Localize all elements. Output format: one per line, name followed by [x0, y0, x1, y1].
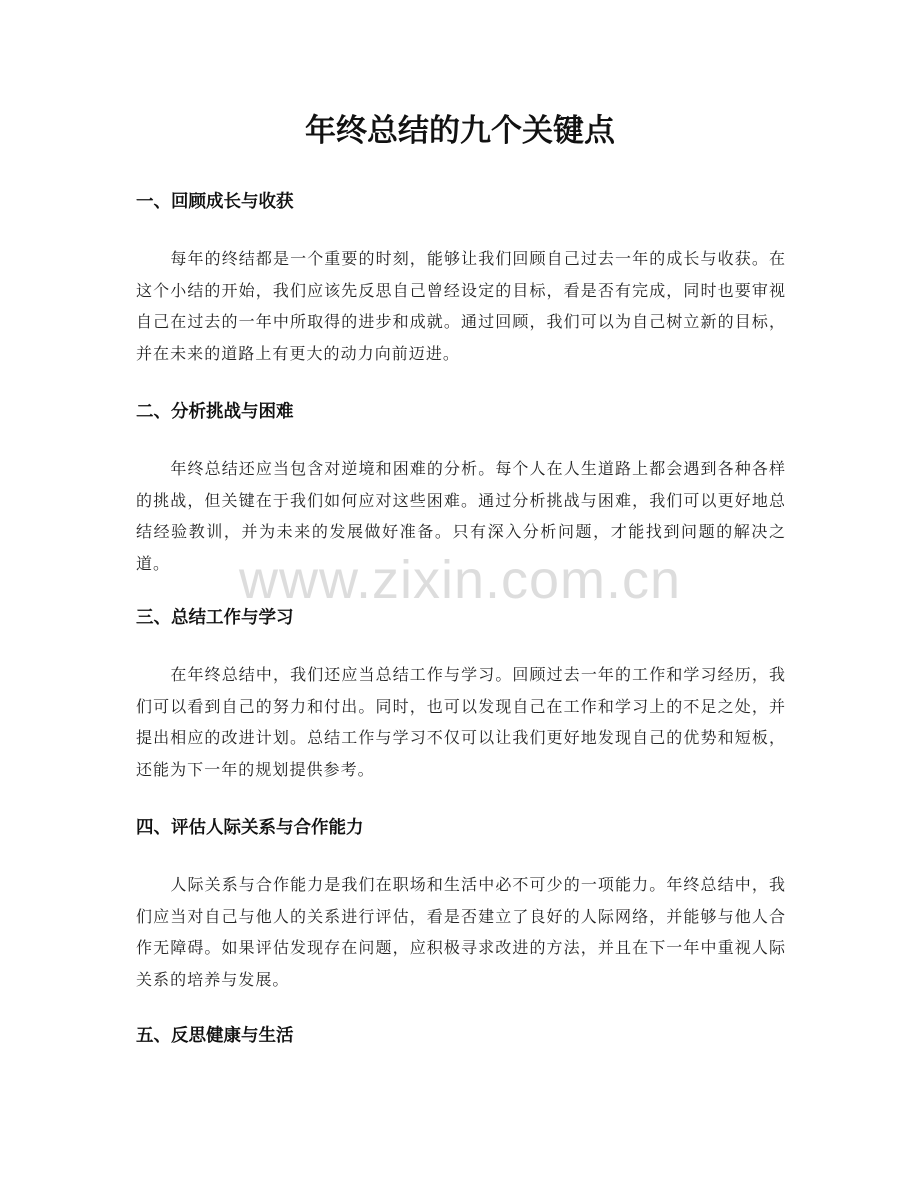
section-paragraph: 人际关系与合作能力是我们在职场和生活中必不可少的一项能力。年终总结中，我们应当对自己与他人的关系进行评估，看是否建立了良好的人际网络，并能够与他人合作无障碍。如果评估发现存在问题，应积极寻求改进的方法，并且在下一年中重视人际关系的培养与发展。 — [136, 875, 786, 989]
section-paragraph: 每年的终结都是一个重要的时刻，能够让我们回顾自己过去一年的成长与收获。在这个小结的开始，我们应该先反思自己曾经设定的目标，看是否有完成，同时也要审视自己在过去的一年中所取得的进步和成就。通过回顾，我们可以为自己树立新的目标，并在未来的道路上有更大的动力向前迈进。 — [136, 249, 786, 363]
section-2 — [136, 398, 786, 579]
section-heading: 二、分析挑战与困难 — [136, 402, 294, 422]
document-title: 年终总结的九个关键点 — [305, 113, 615, 149]
section-heading: 四、评估人际关系与合作能力 — [136, 818, 364, 838]
section-heading: 一、回顾成长与收获 — [136, 192, 294, 212]
section-paragraph: 在年终总结中，我们还应当总结工作与学习。回顾过去一年的工作和学习经历，我们可以看到自己的努力和付出。同时，也可以发现自己在工作和学习上的不足之处，并提出相应的改进计划。总结工作与学习不仅可以让我们更好地发现自己的优势和短板，还能为下一年的规划提供参考。 — [136, 665, 786, 779]
section-heading: 三、总结工作与学习 — [136, 608, 294, 628]
section-3 — [136, 604, 786, 785]
watermark: www.zixin.com.cn — [238, 550, 682, 610]
section-4 — [136, 814, 786, 995]
section-5 — [136, 1022, 786, 1050]
section-1 — [136, 188, 786, 369]
section-heading: 五、反思健康与生活 — [136, 1026, 294, 1046]
section-paragraph: 年终总结还应当包含对逆境和困难的分析。每个人在人生道路上都会遇到各种各样的挑战，但关键在于我们如何应对这些困难。通过分析挑战与困难，我们可以更好地总结经验教训，并为未来的发展做好准备。只有深入分析问题，才能找到问题的解决之道。 — [136, 459, 786, 573]
